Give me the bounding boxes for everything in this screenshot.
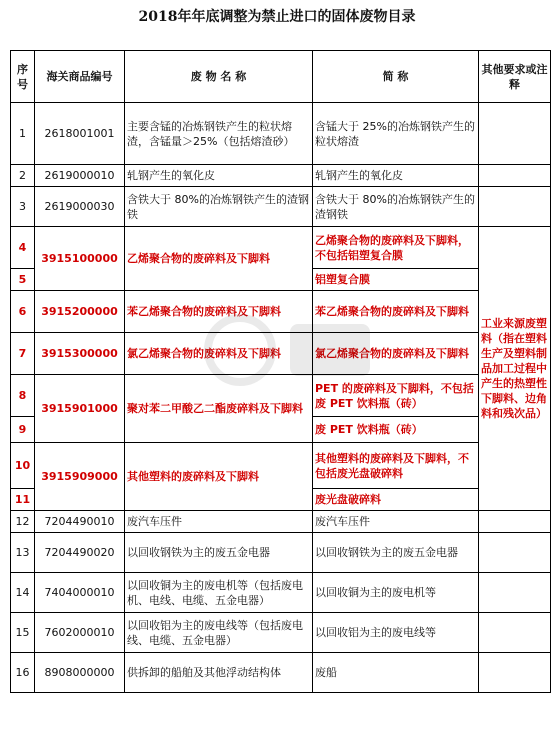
row-name: 以回收铝为主的废电线等（包括废电线、电缆、五金电器） <box>125 613 313 653</box>
row-name: 以回收铜为主的废电机等（包括废电机、电线、电缆、五金电器） <box>125 573 313 613</box>
table-row <box>11 333 551 375</box>
row-short: 苯乙烯聚合物的废碎料及下脚料 <box>313 291 479 333</box>
row-no: 11 <box>11 489 35 511</box>
row-short: 废光盘破碎料 <box>313 489 479 511</box>
table-row <box>11 375 551 417</box>
row-note <box>479 653 551 693</box>
row-no: 9 <box>11 417 35 443</box>
header-no: 序号 <box>11 51 35 103</box>
row-short: 氯乙烯聚合物的废碎料及下脚料 <box>313 333 479 375</box>
row-code: 3915100000 <box>35 227 125 291</box>
row-name: 氯乙烯聚合物的废碎料及下脚料 <box>125 333 313 375</box>
table-row <box>11 291 551 333</box>
row-note <box>479 187 551 227</box>
row-no: 2 <box>11 165 35 187</box>
row-no: 13 <box>11 533 35 573</box>
table-row <box>11 533 551 573</box>
row-no: 10 <box>11 443 35 489</box>
row-short: 乙烯聚合物的废碎料及下脚料，不包括铝塑复合膜 <box>313 227 479 269</box>
table-row <box>11 103 551 165</box>
page-title: 2018年年底调整为禁止进口的固体废物目录 <box>138 9 416 25</box>
row-no: 6 <box>11 291 35 333</box>
header-row <box>11 51 551 103</box>
row-name: 以回收钢铁为主的废五金电器 <box>125 533 313 573</box>
row-name: 废汽车压件 <box>125 511 313 533</box>
row-no: 12 <box>11 511 35 533</box>
row-code: 7602000010 <box>35 613 125 653</box>
row-no: 14 <box>11 573 35 613</box>
row-code: 3915300000 <box>35 333 125 375</box>
row-no: 3 <box>11 187 35 227</box>
row-short: 以回收铝为主的废电线等 <box>313 613 479 653</box>
waste-catalog-table <box>10 50 551 693</box>
row-code: 3915901000 <box>35 375 125 443</box>
table-row <box>11 227 551 269</box>
header-note: 其他要求或注释 <box>479 51 551 103</box>
row-name: 其他塑料的废碎料及下脚料 <box>125 443 313 511</box>
row-code: 8908000000 <box>35 653 125 693</box>
table-row <box>11 613 551 653</box>
row-code: 2619000010 <box>35 165 125 187</box>
row-note <box>479 533 551 573</box>
row-code: 3915200000 <box>35 291 125 333</box>
row-short: 以回收铜为主的废电机等 <box>313 573 479 613</box>
row-no: 8 <box>11 375 35 417</box>
table-row <box>11 443 551 489</box>
row-note <box>479 165 551 187</box>
row-short: 铝塑复合膜 <box>313 269 479 291</box>
row-note <box>479 511 551 533</box>
row-code: 2618001001 <box>35 103 125 165</box>
row-short: 含铁大于 80%的冶炼钢铁产生的渣钢铁 <box>313 187 479 227</box>
table-row <box>11 165 551 187</box>
row-note <box>479 103 551 165</box>
row-no: 7 <box>11 333 35 375</box>
row-short: PET 的废碎料及下脚料，不包括废 PET 饮料瓶（砖） <box>313 375 479 417</box>
table-row <box>11 187 551 227</box>
row-code: 3915909000 <box>35 443 125 511</box>
row-no: 16 <box>11 653 35 693</box>
row-note <box>479 573 551 613</box>
header-code: 海关商品编号 <box>35 51 125 103</box>
table-row <box>11 653 551 693</box>
row-name: 聚对苯二甲酸乙二酯废碎料及下脚料 <box>125 375 313 443</box>
table-row <box>11 511 551 533</box>
row-short: 废 PET 饮料瓶（砖） <box>313 417 479 443</box>
row-no: 1 <box>11 103 35 165</box>
row-no: 15 <box>11 613 35 653</box>
row-short: 以回收钢铁为主的废五金电器 <box>313 533 479 573</box>
row-name: 苯乙烯聚合物的废碎料及下脚料 <box>125 291 313 333</box>
row-code: 7204490020 <box>35 533 125 573</box>
row-short: 废汽车压件 <box>313 511 479 533</box>
table-row <box>11 573 551 613</box>
row-name: 供拆卸的船舶及其他浮动结构体 <box>125 653 313 693</box>
row-name: 轧钢产生的氧化皮 <box>125 165 313 187</box>
row-no: 4 <box>11 227 35 269</box>
row-name: 乙烯聚合物的废碎料及下脚料 <box>125 227 313 291</box>
header-short: 简 称 <box>313 51 479 103</box>
row-short: 含锰大于 25%的冶炼钢铁产生的粒状熔渣 <box>313 103 479 165</box>
plastics-note: 工业来源废塑料（指在塑料生产及塑料制品加工过程中产生的热塑性下脚料、边角料和残次品） <box>479 227 551 511</box>
row-note <box>479 613 551 653</box>
row-code: 7204490010 <box>35 511 125 533</box>
row-short: 废船 <box>313 653 479 693</box>
row-no: 5 <box>11 269 35 291</box>
row-code: 2619000030 <box>35 187 125 227</box>
row-code: 7404000010 <box>35 573 125 613</box>
row-short: 轧钢产生的氧化皮 <box>313 165 479 187</box>
row-name: 含铁大于 80%的冶炼钢铁产生的渣钢铁 <box>125 187 313 227</box>
row-name: 主要含锰的冶炼钢铁产生的粒状熔渣，含锰量＞25%（包括熔渣砂） <box>125 103 313 165</box>
header-name: 废 物 名 称 <box>125 51 313 103</box>
row-short: 其他塑料的废碎料及下脚料，不包括废光盘破碎料 <box>313 443 479 489</box>
